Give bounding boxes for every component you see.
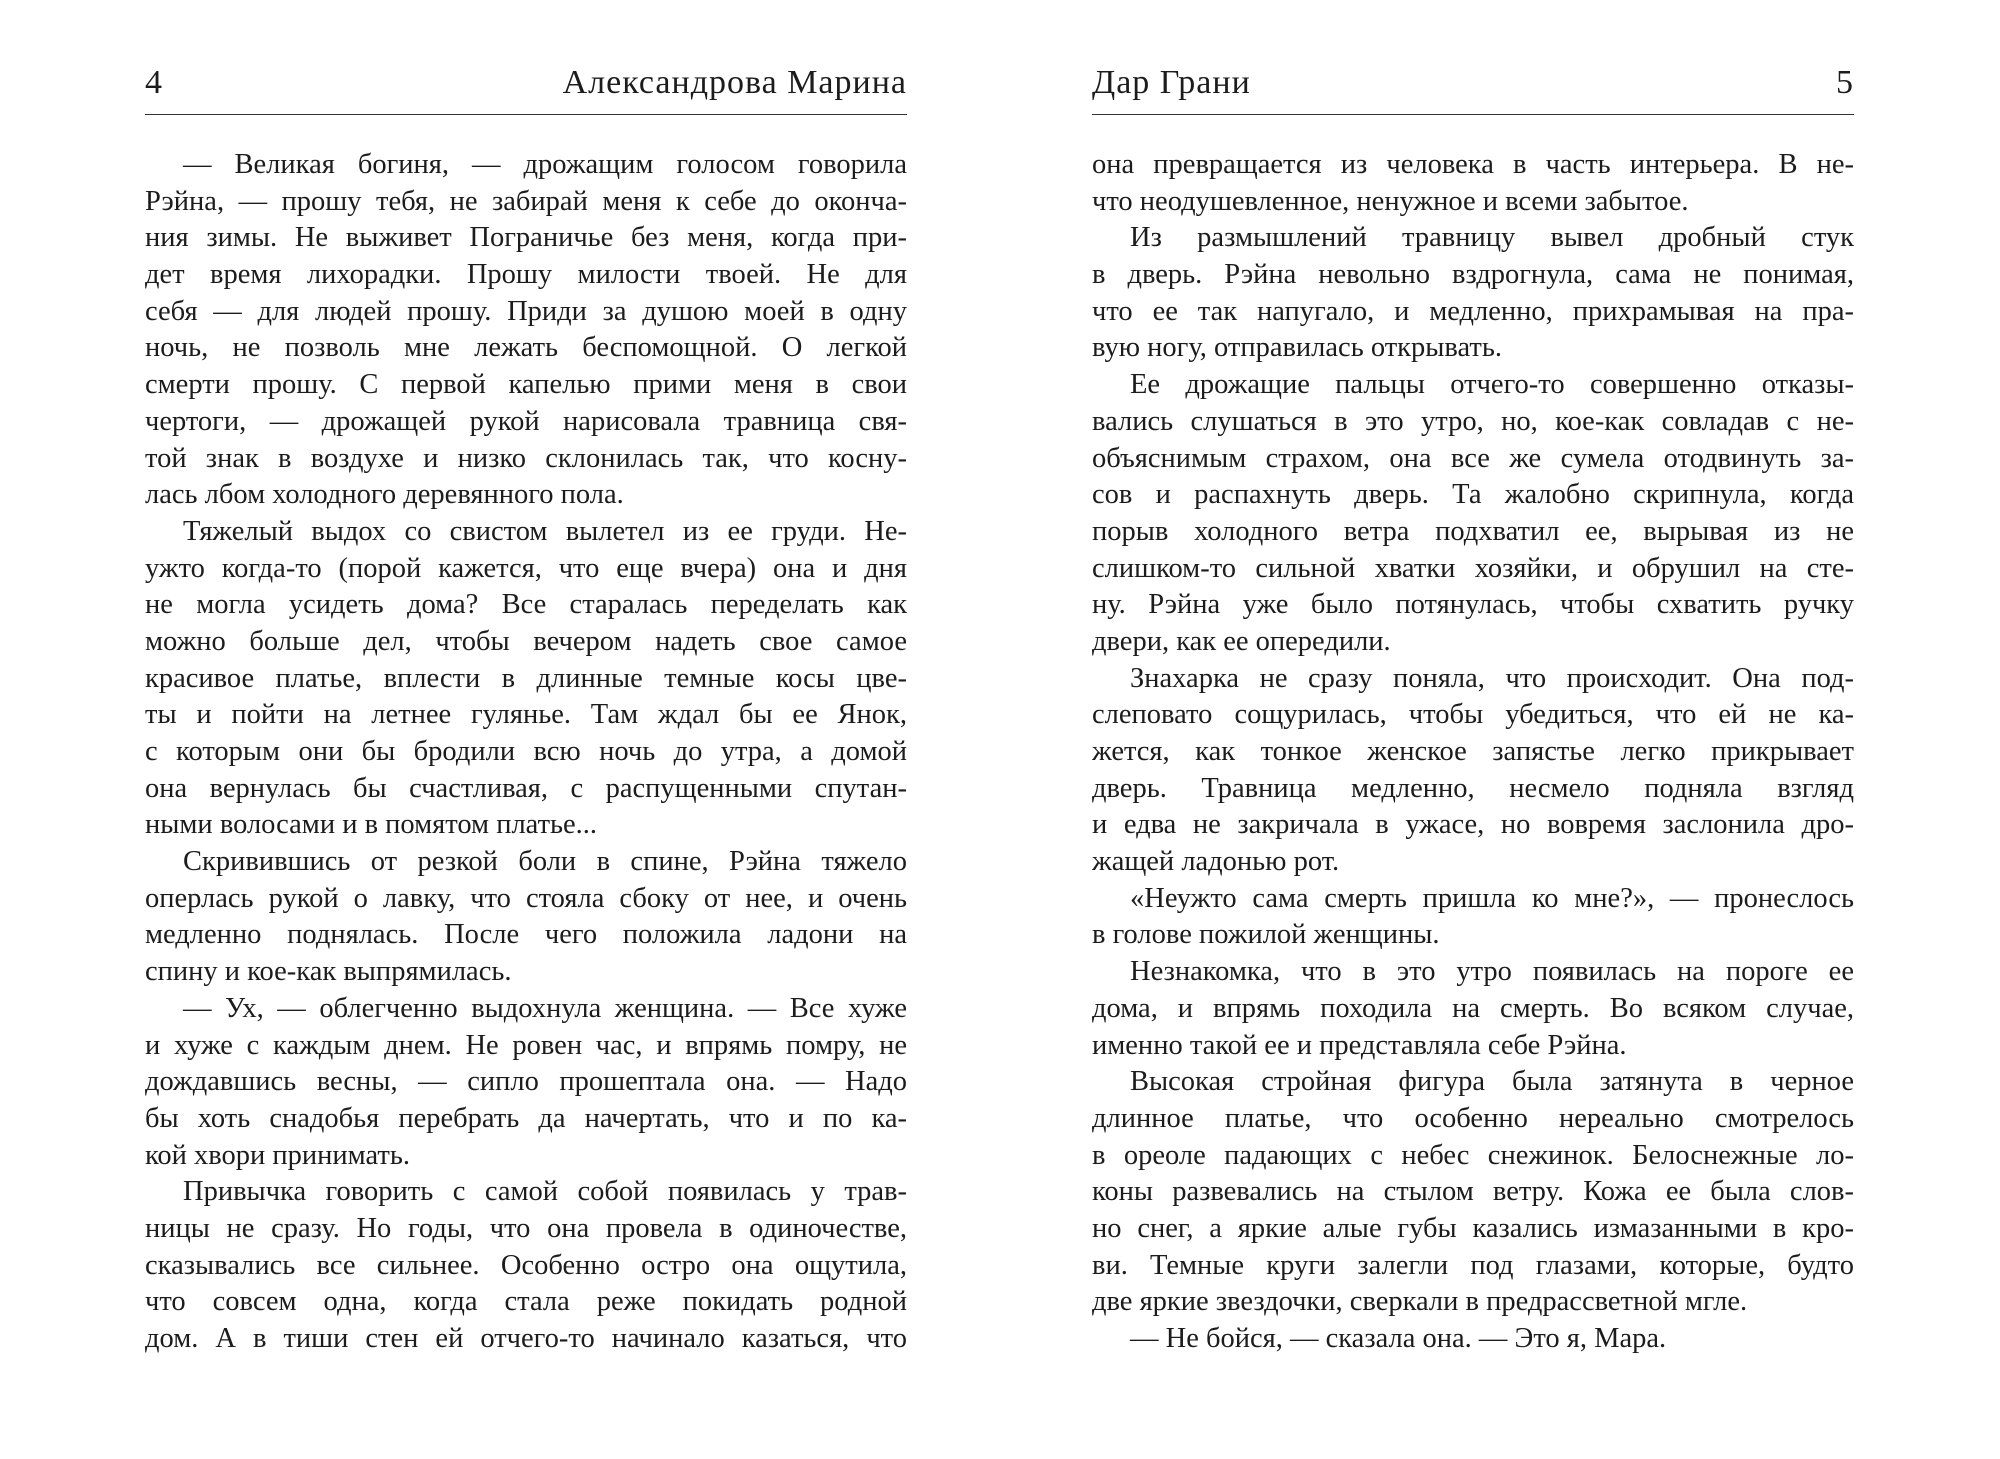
left-page-number: 4 [145, 64, 163, 101]
text-line: Привычка говорить с самой собой появилась у трав- [183, 1176, 907, 1208]
text-line: длинное платье, что особенно нереально смотрелось [1092, 1102, 1854, 1134]
text-line: с которым они бы бродили всю ночь до утра, а домой [145, 736, 907, 767]
left-page-text [145, 147, 907, 1358]
text-line: дождавшись весны, — сипло прошептала она. — Надо [145, 1066, 907, 1098]
text-line: Высокая стройная фигура была затянута в черное [1130, 1066, 1854, 1098]
text-line: ницы не сразу. Но годы, что она провела в одиночестве, [145, 1212, 907, 1244]
text-line: ви. Темные круги залегли под глазами, которые, будто [1092, 1249, 1854, 1281]
text-line: вую ногу, отправилась открывать. [1092, 332, 1502, 364]
text-line: порыв холодного ветра подхватил ее, вырывая из не [1092, 515, 1854, 547]
text-line: спину и кое-как выпрямилась. [145, 956, 512, 988]
text-line: и едва не закричала в ужасе, но вовремя заслонила дро- [1092, 809, 1854, 841]
text-line: красивое платье, вплести в длинные темные косы цве- [145, 662, 907, 694]
text-line: Рэйна, — прошу тебя, не забирай меня к себе до оконча- [145, 185, 907, 217]
text-line: смерти прошу. С первой капелью прими меня в свои [145, 369, 907, 401]
text-line: чертоги, — дрожащей рукой нарисовала травница свя- [145, 405, 907, 437]
text-line: ными волосами и в помятом платье... [145, 809, 598, 841]
text-line: себя — для людей прошу. Приди за душою моей в одну [145, 295, 907, 327]
text-line: сказывались все сильнее. Особенно остро она ощутила, [145, 1249, 907, 1281]
text-line: медленно поднялась. После чего положила ладони на [145, 919, 907, 951]
left-page-header [145, 62, 907, 115]
text-line: Знахарка не сразу поняла, что происходит. Она под- [1130, 662, 1854, 694]
text-line: Тяжелый выдох со свистом вылетел из ее груди. Не- [183, 515, 907, 547]
text-line: ночь, не позволь мне лежать беспомощной. О легкой [145, 332, 907, 364]
text-line: она превращается из человека в часть интерьера. В не- [1092, 149, 1854, 180]
text-line: жется, как тонкое женское запястье легко прикрывает [1092, 736, 1854, 767]
text-line: вались слушаться в это утро, но, кое-как совладав с не- [1092, 405, 1854, 437]
right-page-header [1092, 62, 1854, 115]
text-line: двери, как ее опередили. [1092, 625, 1391, 657]
text-line: ния зимы. Не выживет Пограничье без меня, когда при- [145, 222, 907, 254]
text-line: жащей ладонью рот. [1092, 846, 1340, 878]
right-running-title: Дар Грани [1092, 64, 1251, 101]
text-line: в дверь. Рэйна невольно вздрогнула, сама не понимая, [1092, 259, 1854, 291]
left-running-title: Александрова Марина [562, 64, 907, 101]
text-line: именно такой ее и представляла себе Рэйна. [1092, 1029, 1627, 1061]
right-page-number: 5 [1836, 64, 1854, 101]
text-line: ты и пойти на летнее гулянье. Там ждал бы ее Янок, [145, 699, 907, 731]
text-line: коны развевались на стылом ветру. Кожа ее была слов- [1092, 1176, 1854, 1208]
text-line: что ее так напугало, и медленно, прихрамывая на пра- [1092, 295, 1854, 327]
text-line: Ее дрожащие пальцы отчего-то совершенно отказы- [1130, 369, 1854, 401]
text-line: бы хоть снадобья перебрать да начертать, что и по ка- [145, 1102, 907, 1134]
text-line: кой хвори принимать. [145, 1139, 411, 1171]
text-line: ну. Рэйна уже было потянулась, чтобы схватить ручку [1092, 589, 1854, 621]
text-line: она вернулась бы счастливая, с распущенными спутан- [145, 772, 907, 804]
text-line: ужто когда-то (порой кажется, что еще вчера) она и дня [145, 552, 907, 584]
text-line: сов и распахнуть дверь. Та жалобно скрипнула, когда [1092, 479, 1854, 511]
text-line: дом. А в тиши стен ей отчего-то начинало казаться, что [145, 1323, 907, 1354]
text-line: можно больше дел, чтобы вечером надеть свое самое [145, 625, 907, 657]
text-line: дома, и впрямь походила на смерть. Во всяком случае, [1092, 992, 1854, 1024]
text-line: «Неужто сама смерть пришла ко мне?», — пронеслось [1130, 882, 1854, 914]
text-line: дет время лихорадки. Прошу милости твоей. Не для [145, 259, 907, 291]
text-line: Скривившись от резкой боли в спине, Рэйна тяжело [183, 846, 907, 878]
text-line: — Ух, — облегченно выдохнула женщина. — Все хуже [183, 992, 907, 1024]
text-line: и хуже с каждым днем. Не ровен час, и впрямь помру, не [145, 1029, 907, 1061]
text-line: дверь. Травница медленно, несмело подняла взгляд [1092, 772, 1854, 804]
text-line: той знак в воздухе и низко склонилась так, что косну- [145, 442, 907, 474]
text-line: — Великая богиня, — дрожащим голосом говорила [183, 149, 907, 180]
text-line: слишком-то сильной хватки хозяйки, и обрушил на сте- [1092, 552, 1854, 584]
text-line: лась лбом холодного деревянного пола. [145, 479, 624, 511]
text-line: слеповато сощурилась, чтобы убедиться, что ей не ка- [1092, 699, 1854, 731]
text-line: — Не бойся, — сказала она. — Это я, Мара. [1130, 1323, 1667, 1354]
text-line: что неодушевленное, ненужное и всеми забытое. [1092, 185, 1689, 217]
text-line: не могла усидеть дома? Все старалась переделать как [145, 589, 907, 621]
text-line: объяснимым страхом, она все же сумела отодвинуть за- [1092, 442, 1854, 474]
text-line: но снег, а яркие алые губы казались измазанными в кро- [1092, 1212, 1854, 1244]
text-line: Из размышлений травницу вывел дробный стук [1130, 222, 1854, 254]
text-line: в ореоле падающих с небес снежинок. Белоснежные ло- [1092, 1139, 1854, 1171]
text-line: оперлась рукой о лавку, что стояла сбоку от нее, и очень [145, 882, 907, 914]
text-line: две яркие звездочки, сверкали в предрассветной мгле. [1092, 1286, 1748, 1318]
text-line: в голове пожилой женщины. [1092, 919, 1440, 951]
right-page-text [1092, 147, 1854, 1358]
text-line: Незнакомка, что в это утро появилась на пороге ее [1130, 956, 1854, 988]
text-line: что совсем одна, когда стала реже покидать родной [145, 1286, 907, 1318]
